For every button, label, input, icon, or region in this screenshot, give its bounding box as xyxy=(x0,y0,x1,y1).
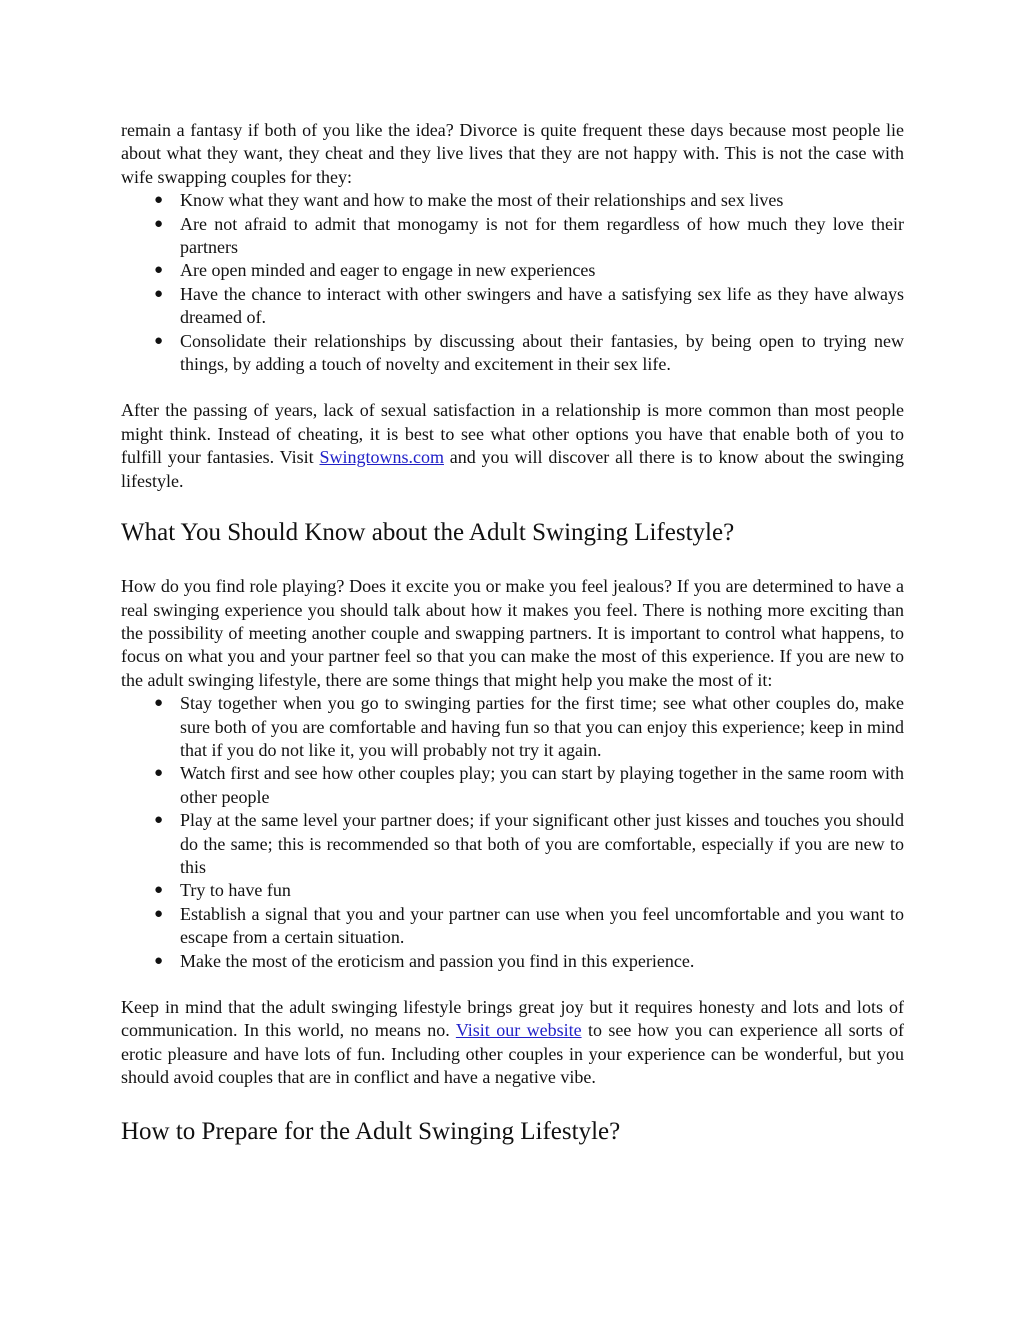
section-heading: What You Should Know about the Adult Swinging Lifestyle? xyxy=(121,519,735,547)
list-item: ● Have the chance to interact with other swingers and have a satisfying sex life as they have always dreamed of. xyxy=(154,283,904,328)
list-item: ● Watch first and see how other couples play; you can start by playing together in the same room with other people xyxy=(154,763,904,807)
bullet-icon: ● xyxy=(154,332,164,349)
swingtowns-link[interactable]: Swingtowns.com xyxy=(319,447,444,468)
list-item: ● Establish a signal that you and your partner can use when you feel uncomfortable and you want to escape from a certain situation. xyxy=(154,903,904,948)
bullet-icon: ● xyxy=(154,192,164,209)
website-link[interactable]: Visit our website xyxy=(455,1020,582,1041)
bullet-icon: ● xyxy=(154,905,164,922)
role-playing-paragraph: How do you find role playing? Does it excite you or make you feel jealous? If you are determined to have a real swinging experience you should talk about how it makes you feel. There is nothing more exciting than the possibility of meeting another couple and swapping partners. It is important to control what happens, to focus on what you and your partner feel so that you can make the most of this experience. If you are new to the adult swinging lifestyle, there are some things that might help you make the most of it: xyxy=(121,576,904,690)
bullet-icon: ● xyxy=(154,812,164,829)
list-item: ● Are not afraid to admit that monogamy is not for them regardless of how much they love their partners xyxy=(154,213,904,258)
list-item: ● Consolidate their relationships by discussing about their fantasies, by being open to trying new things, by adding a touch of novelty and excitement in their sex life. xyxy=(154,330,904,375)
list-item: ● Try to have fun xyxy=(121,879,904,902)
list-item: ● Know what they want and how to make the most of their relationships and sex lives xyxy=(121,189,904,212)
intro-paragraph: remain a fantasy if both of you like the idea? Divorce is quite frequent these days because most people lie about what they want, they cheat and they live lives that they are not happy with. This is not the case with wife swapping couples for they: xyxy=(121,120,904,187)
bullet-icon: ● xyxy=(154,215,164,232)
traits-list xyxy=(121,189,904,376)
bullet-icon: ● xyxy=(154,765,164,782)
list-item: ● Are open minded and eager to engage in new experiences xyxy=(121,259,904,282)
bullet-icon: ● xyxy=(154,285,164,302)
list-item: ● Stay together when you go to swinging parties for the first time; see what other couples do, make sure both of you are comfortable and having fun so that you can enjoy this experience; keep in mind that if you do not like it, you will probably not try it again. xyxy=(154,693,904,760)
list-item: ● Play at the same level your partner does; if your significant other just kisses and touches you should do the same; this is recommended so that both of you are comfortable, especially if you are new to this xyxy=(154,810,904,877)
list-item: ● Make the most of the eroticism and passion you find in this experience. xyxy=(121,950,904,973)
tips-list xyxy=(121,692,904,973)
bullet-icon: ● xyxy=(154,262,164,279)
communication-paragraph: Keep in mind that the adult swinging lifestyle brings great joy but it requires honesty and lots and lots of communication. In this world, no means no. Visit our website to see how you can experience all sorts of erotic pleasure and have lots of fun. Including other couples in your experience can be wonderful, but you should avoid couples that are in conflict and have a negative vibe. xyxy=(121,997,904,1088)
bullet-icon: ● xyxy=(154,695,164,712)
satisfaction-paragraph: After the passing of years, lack of sexual satisfaction in a relationship is more common than most people might think. Instead of cheating, it is best to see what other options you have that enable both of you to fulfill your fantasies. Visit Swingtowns.com and you will discover all there is to know about the swinging lifestyle. xyxy=(121,400,904,491)
bullet-icon: ● xyxy=(154,882,164,899)
section-heading: How to Prepare for the Adult Swinging Lifestyle? xyxy=(121,1117,621,1145)
bullet-icon: ● xyxy=(154,952,164,969)
